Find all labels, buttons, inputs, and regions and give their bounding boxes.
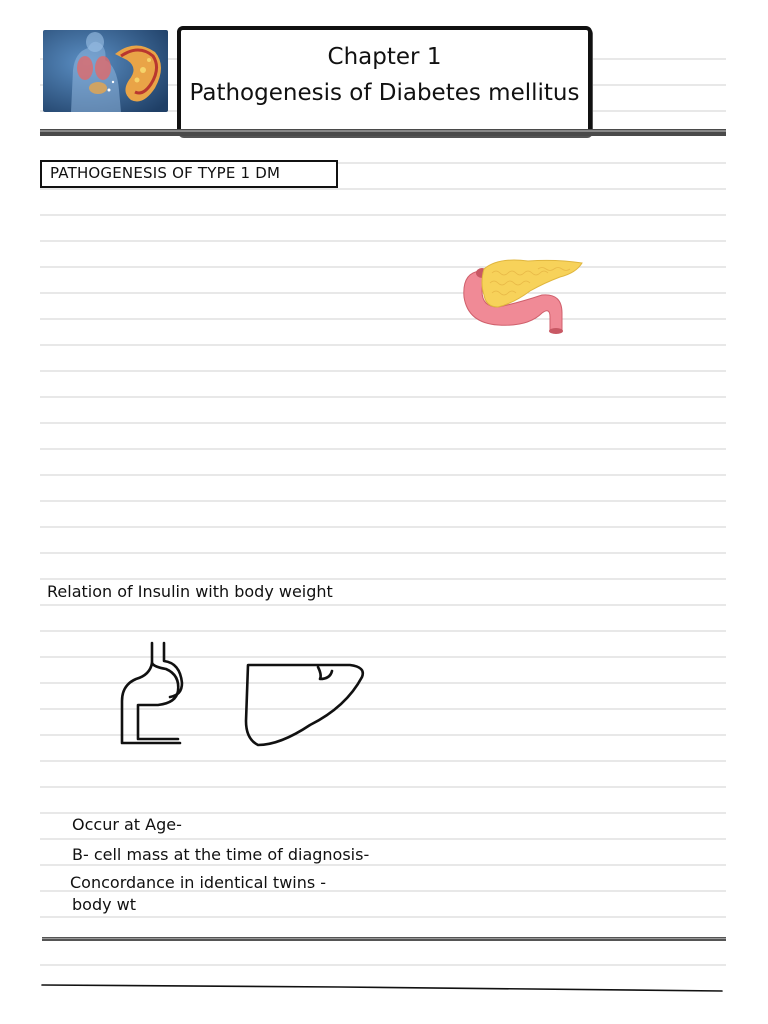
chapter-title-box <box>177 26 592 136</box>
insulin-body-weight-heading: Relation of Insulin with body weight <box>47 582 333 601</box>
chapter-label: Chapter 1 <box>327 44 442 70</box>
note-body-weight: body wt <box>72 895 137 914</box>
footer-separator <box>40 934 728 946</box>
bottom-rule <box>40 980 730 994</box>
pancreas-illustration <box>458 255 586 337</box>
note-concordance: Concordance in identical twins - <box>70 873 327 892</box>
section-heading: PATHOGENESIS OF TYPE 1 DM <box>50 164 281 182</box>
chapter-title: Pathogenesis of Diabetes mellitus <box>189 80 580 106</box>
section-heading-box <box>40 160 338 188</box>
note-age: Occur at Age- <box>72 815 182 834</box>
header-separator <box>40 126 728 140</box>
header-anatomy-image <box>43 30 168 112</box>
stomach-liver-sketch <box>110 635 380 755</box>
note-beta-cell-mass: B- cell mass at the time of diagnosis- <box>72 845 370 864</box>
